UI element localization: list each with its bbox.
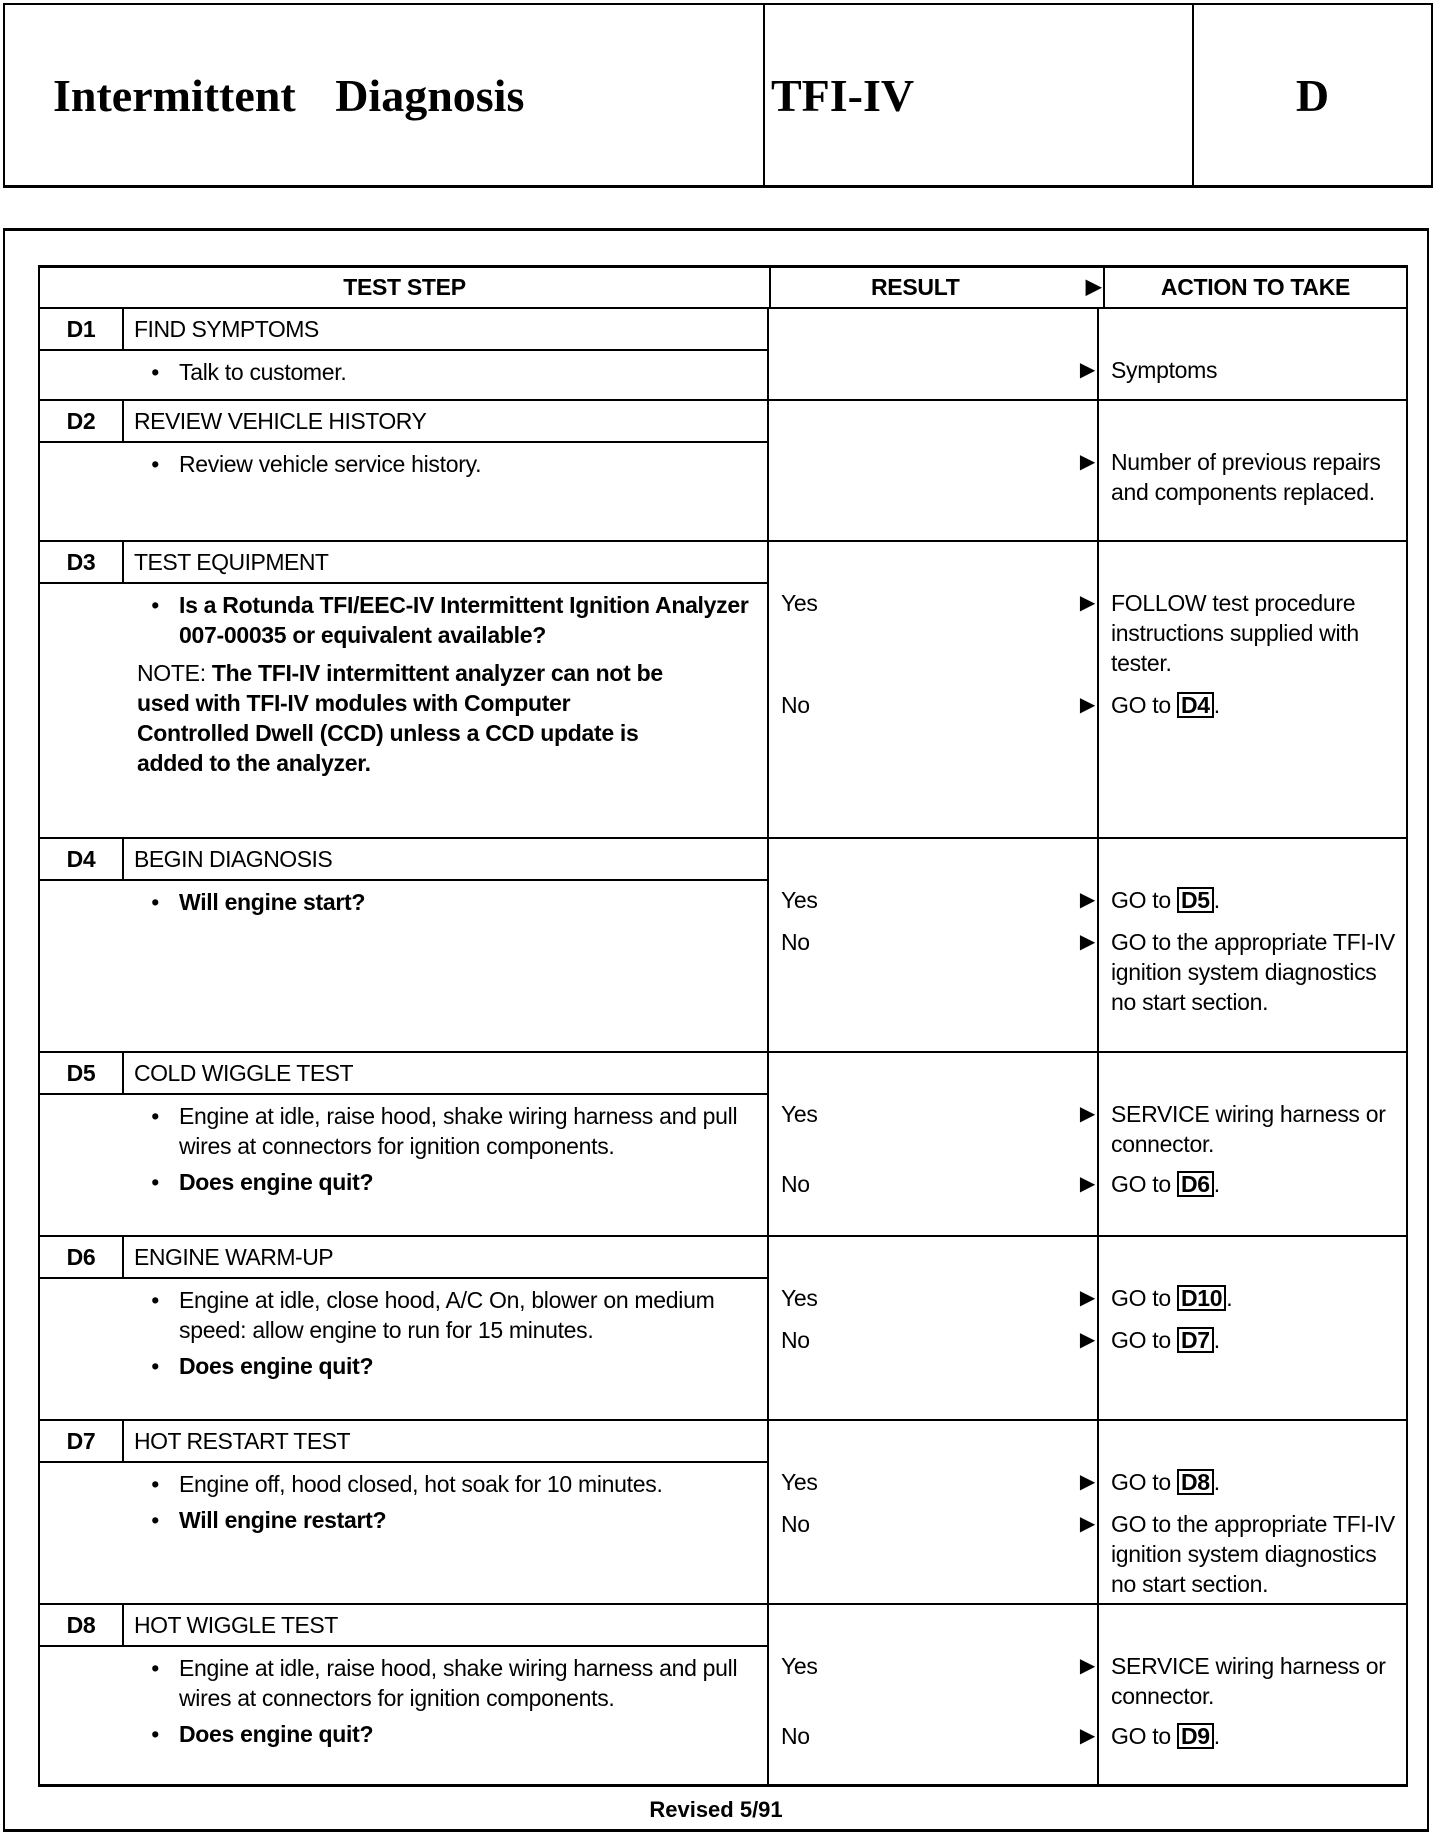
bullet-text: Is a Rotunda TFI/EEC-IV Intermittent Ignition Analyzer 007-00035 or equivalent available? — [179, 592, 749, 648]
result-action-grid — [769, 839, 1406, 1051]
step-body — [40, 1095, 767, 1235]
step-id: D7 — [40, 1421, 124, 1461]
step-id: D2 — [40, 401, 124, 441]
result-label: No — [781, 1327, 810, 1353]
action-item — [1099, 588, 1406, 690]
bullet-icon: • — [151, 1655, 159, 1681]
result-action-grid — [769, 1421, 1406, 1603]
table-row — [40, 1053, 1406, 1237]
action-text: . — [1213, 1469, 1220, 1495]
table-row — [40, 1605, 1406, 1784]
bullet-item — [40, 1505, 767, 1535]
action-text: Symptoms — [1111, 357, 1218, 383]
step-body — [40, 1463, 767, 1603]
step-body — [40, 1647, 767, 1784]
step-reference-link[interactable]: D5 — [1177, 887, 1214, 913]
result-cell — [769, 1355, 1099, 1419]
action-item — [1099, 1283, 1406, 1325]
result-cell — [769, 355, 1099, 385]
test-step-cell — [40, 1053, 769, 1235]
note-body: The TFI-IV intermittent analyzer can not be used with TFI-IV modules with Computer Controlled Dwell (CCD) unless a CCD update is added to the analyzer. — [137, 660, 663, 776]
result-cell — [769, 542, 1099, 588]
result-cell — [769, 690, 1099, 720]
bullet-text: Engine off, hood closed, hot soak for 10 minutes. — [179, 1471, 663, 1497]
bullet-icon: • — [151, 1103, 159, 1129]
action-text: SERVICE wiring harness or connector. — [1111, 1101, 1386, 1157]
result-cell — [769, 1053, 1099, 1099]
bullet-text: Does engine quit? — [179, 1169, 374, 1195]
result-cell — [769, 1509, 1099, 1599]
bullet-text: Talk to customer. — [179, 359, 347, 385]
test-step-cell — [40, 309, 769, 399]
arrow-right-icon: ▶ — [1079, 359, 1095, 381]
bullet-text: Engine at idle, close hood, A/C On, blower on medium speed: allow engine to run for 15 minutes. — [179, 1287, 715, 1343]
result-label: No — [781, 1723, 810, 1749]
action-item — [1099, 1325, 1406, 1355]
step-title-row — [40, 401, 767, 443]
arrow-right-icon: ▶ — [1079, 889, 1095, 911]
step-body — [40, 1279, 767, 1419]
result-label: Yes — [781, 1101, 818, 1127]
step-title: TEST EQUIPMENT — [134, 549, 329, 575]
table-row — [40, 542, 1406, 839]
system-label: TFI-IV — [765, 5, 1194, 185]
action-item — [1099, 1169, 1406, 1199]
bullet-icon: • — [151, 359, 159, 385]
action-item — [1099, 1467, 1406, 1509]
step-title: HOT WIGGLE TEST — [134, 1612, 338, 1638]
action-item — [1099, 1099, 1406, 1169]
action-text: GO to the appropriate TFI-IV ignition system diagnostics no start section. — [1111, 1511, 1395, 1597]
result-cell — [769, 1721, 1099, 1751]
result-label: No — [781, 1171, 810, 1197]
result-cell — [769, 927, 1099, 1017]
test-step-cell — [40, 839, 769, 1051]
step-id: D3 — [40, 542, 124, 582]
table-body — [40, 309, 1406, 1784]
step-reference-link[interactable]: D6 — [1177, 1171, 1214, 1197]
result-cell — [769, 1169, 1099, 1199]
result-cell — [769, 1199, 1099, 1235]
action-text: . — [1213, 1171, 1220, 1197]
action-text: . — [1213, 887, 1220, 913]
step-id: D1 — [40, 309, 124, 349]
action-item — [1099, 690, 1406, 720]
step-title: ENGINE WARM-UP — [134, 1244, 334, 1270]
action-text: FOLLOW test procedure instructions supplied with tester. — [1111, 590, 1359, 676]
step-id: D6 — [40, 1237, 124, 1277]
action-item — [1099, 355, 1406, 385]
result-cell — [769, 1017, 1099, 1051]
revision-note: Revised 5/91 — [649, 1797, 783, 1822]
step-title-row — [40, 1053, 767, 1095]
result-cell — [769, 839, 1099, 885]
step-body — [40, 584, 767, 837]
action-text: SERVICE wiring harness or connector. — [1111, 1653, 1386, 1709]
table-row — [40, 401, 1406, 542]
result-cell — [769, 720, 1099, 837]
bullet-icon: • — [151, 1287, 159, 1313]
note-text — [40, 658, 767, 778]
action-cell — [1099, 309, 1406, 355]
bullet-text: Will engine restart? — [179, 1507, 387, 1533]
table-row — [40, 309, 1406, 401]
action-text: GO to the appropriate TFI-IV ignition system diagnostics no start section. — [1111, 929, 1395, 1015]
result-cell — [769, 1325, 1099, 1355]
result-cell — [769, 1283, 1099, 1325]
bullet-icon: • — [151, 1507, 159, 1533]
arrow-right-icon: ▶ — [1079, 1725, 1095, 1747]
step-title-row — [40, 309, 767, 351]
action-text: . — [1213, 1723, 1220, 1749]
arrow-right-icon: ▶ — [1085, 276, 1101, 298]
bullet-text: Does engine quit? — [179, 1353, 374, 1379]
step-title: BEGIN DIAGNOSIS — [134, 846, 333, 872]
table-row — [40, 1421, 1406, 1605]
action-text: GO to — [1111, 1327, 1177, 1353]
action-cell — [1099, 720, 1406, 837]
step-reference-link[interactable]: D8 — [1177, 1469, 1214, 1495]
arrow-right-icon: ▶ — [1079, 694, 1095, 716]
step-id: D4 — [40, 839, 124, 879]
test-step-cell — [40, 1421, 769, 1603]
result-cell — [769, 507, 1099, 540]
result-cell — [769, 401, 1099, 447]
action-text: GO to — [1111, 887, 1177, 913]
header-test-step: TEST STEP — [40, 268, 771, 307]
action-cell — [1099, 1053, 1406, 1099]
result-cell — [769, 1599, 1099, 1603]
arrow-right-icon: ▶ — [1079, 1287, 1095, 1309]
action-cell — [1099, 507, 1406, 540]
bullet-icon: • — [151, 1353, 159, 1379]
step-reference-link[interactable]: D10 — [1177, 1285, 1226, 1311]
header-result-label: RESULT — [871, 274, 960, 300]
page-header — [3, 3, 1433, 188]
bullet-icon: • — [151, 1169, 159, 1195]
step-title-row — [40, 1237, 767, 1279]
action-cell — [1099, 1605, 1406, 1651]
step-title: HOT RESTART TEST — [134, 1428, 351, 1454]
step-body — [40, 443, 767, 540]
bullet-item — [40, 1351, 767, 1381]
arrow-right-icon: ▶ — [1079, 592, 1095, 614]
content-frame — [3, 228, 1429, 1832]
action-cell — [1099, 1751, 1406, 1784]
action-cell — [1099, 1237, 1406, 1283]
result-label: Yes — [781, 1653, 818, 1679]
action-item — [1099, 447, 1406, 507]
arrow-right-icon: ▶ — [1079, 931, 1095, 953]
bullet-item — [40, 1469, 767, 1499]
bullet-icon: • — [151, 1721, 159, 1747]
step-reference-link[interactable]: D7 — [1177, 1327, 1214, 1353]
result-cell — [769, 309, 1099, 355]
bullet-item — [40, 357, 767, 387]
result-label: No — [781, 929, 810, 955]
step-body — [40, 351, 767, 399]
bullet-item — [40, 1101, 767, 1161]
result-action-grid — [769, 1053, 1406, 1235]
step-reference-link[interactable]: D9 — [1177, 1723, 1214, 1749]
action-item — [1099, 885, 1406, 927]
action-text: GO to — [1111, 1723, 1177, 1749]
step-title-row — [40, 1421, 767, 1463]
action-text: GO to — [1111, 1285, 1177, 1311]
bullet-item — [40, 1167, 767, 1197]
action-cell — [1099, 1017, 1406, 1051]
bullet-item — [40, 887, 767, 917]
action-cell — [1099, 542, 1406, 588]
result-label: Yes — [781, 887, 818, 913]
page-title: Intermittent Diagnosis — [5, 5, 765, 185]
result-cell — [769, 1421, 1099, 1467]
step-title-row — [40, 839, 767, 881]
action-text: GO to — [1111, 1469, 1177, 1495]
step-reference-link[interactable]: D4 — [1177, 692, 1214, 718]
arrow-right-icon: ▶ — [1079, 1655, 1095, 1677]
test-step-cell — [40, 1605, 769, 1784]
result-cell — [769, 885, 1099, 927]
result-cell — [769, 385, 1099, 399]
test-step-cell — [40, 1237, 769, 1419]
action-cell — [1099, 1421, 1406, 1467]
result-cell — [769, 1751, 1099, 1784]
action-item — [1099, 1721, 1406, 1751]
bullet-text: Does engine quit? — [179, 1721, 374, 1747]
bullet-icon: • — [151, 889, 159, 915]
action-item — [1099, 1651, 1406, 1721]
test-step-cell — [40, 401, 769, 540]
result-label: Yes — [781, 590, 818, 616]
arrow-right-icon: ▶ — [1079, 1471, 1095, 1493]
result-action-grid — [769, 542, 1406, 837]
bullet-item — [40, 1653, 767, 1713]
bullet-icon: • — [151, 592, 159, 618]
result-action-grid — [769, 1237, 1406, 1419]
bullet-text: Will engine start? — [179, 889, 366, 915]
bullet-item — [40, 449, 767, 479]
bullet-icon: • — [151, 451, 159, 477]
bullet-item — [40, 590, 767, 650]
note-prefix: NOTE: — [137, 660, 206, 686]
table-header — [40, 268, 1406, 309]
bullet-item — [40, 1285, 767, 1345]
action-item — [1099, 1509, 1406, 1599]
result-label: Yes — [781, 1469, 818, 1495]
table-row — [40, 839, 1406, 1053]
result-label: Yes — [781, 1285, 818, 1311]
result-cell — [769, 1605, 1099, 1651]
action-text: . — [1213, 1327, 1220, 1353]
action-cell — [1099, 401, 1406, 447]
step-title-row — [40, 1605, 767, 1647]
result-action-grid — [769, 309, 1406, 399]
result-cell — [769, 588, 1099, 690]
header-result — [771, 268, 1105, 307]
action-text: GO to — [1111, 1171, 1177, 1197]
step-title: REVIEW VEHICLE HISTORY — [134, 408, 427, 434]
action-text: GO to — [1111, 692, 1177, 718]
bullet-item — [40, 1719, 767, 1749]
step-id: D5 — [40, 1053, 124, 1093]
test-step-cell — [40, 542, 769, 837]
action-cell — [1099, 839, 1406, 885]
action-cell — [1099, 1599, 1406, 1603]
result-label: No — [781, 692, 810, 718]
arrow-right-icon: ▶ — [1079, 1329, 1095, 1351]
result-cell — [769, 447, 1099, 507]
action-item — [1099, 927, 1406, 1017]
bullet-text: Engine at idle, raise hood, shake wiring harness and pull wires at connectors for ignition components. — [179, 1103, 738, 1159]
arrow-right-icon: ▶ — [1079, 1513, 1095, 1535]
result-cell — [769, 1467, 1099, 1509]
result-action-grid — [769, 401, 1406, 540]
result-cell — [769, 1651, 1099, 1721]
bullet-icon: • — [151, 1471, 159, 1497]
header-action: ACTION TO TAKE — [1160, 274, 1351, 300]
bullet-text: Engine at idle, raise hood, shake wiring harness and pull wires at connectors for ignition components. — [179, 1655, 738, 1711]
result-action-grid — [769, 1605, 1406, 1784]
arrow-right-icon: ▶ — [1079, 1103, 1095, 1125]
arrow-right-icon: ▶ — [1079, 451, 1095, 473]
bullet-text: Review vehicle service history. — [179, 451, 482, 477]
result-cell — [769, 1099, 1099, 1169]
action-text: Number of previous repairs and components replaced. — [1111, 449, 1381, 505]
arrow-right-icon: ▶ — [1079, 1173, 1095, 1195]
action-cell — [1099, 385, 1406, 399]
step-body — [40, 881, 767, 1051]
diagnosis-table — [38, 265, 1408, 1787]
action-cell — [1099, 1355, 1406, 1419]
action-text: . — [1213, 692, 1220, 718]
table-row — [40, 1237, 1406, 1421]
section-letter: D — [1295, 69, 1330, 121]
action-text: . — [1226, 1285, 1233, 1311]
step-title: FIND SYMPTOMS — [134, 316, 319, 342]
action-cell — [1099, 1199, 1406, 1235]
step-title: COLD WIGGLE TEST — [134, 1060, 354, 1086]
step-id: D8 — [40, 1605, 124, 1645]
step-title-row — [40, 542, 767, 584]
result-label: No — [781, 1511, 810, 1537]
result-cell — [769, 1237, 1099, 1283]
